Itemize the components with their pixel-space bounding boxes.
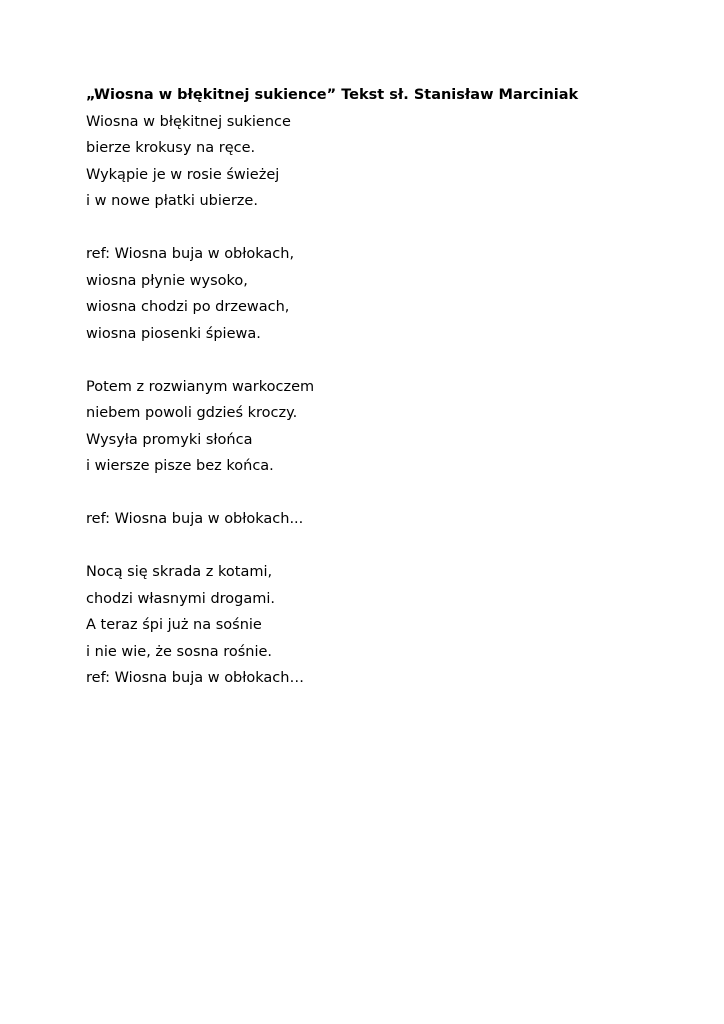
poem-line: i nie wie, że sosna rośnie. (86, 643, 273, 660)
poem-line: ref: Wiosna buja w obłokach, (86, 246, 295, 262)
poem-line: i w nowe płatki ubierze. (86, 193, 258, 209)
poem-line: bierze krokusy na ręce. (86, 140, 256, 156)
poem-line: Wiosna w błękitnej sukience (86, 113, 291, 130)
poem-line: wiosna płynie wysoko, (86, 272, 248, 289)
stanza-2-refrain (86, 241, 686, 347)
stanza-3 (86, 374, 686, 480)
poem-line: Nocą się skrada z kotami, (86, 564, 273, 580)
poem-line: i wiersze pisze bez końca. (86, 458, 274, 474)
poem-line: wiosna piosenki śpiewa. (86, 325, 261, 342)
poem-line: ref: Wiosna buja w obłokach... (86, 511, 304, 527)
poem-line: Wysyła promyki słońca (86, 431, 253, 448)
poem-line: A teraz śpi już na sośnie (86, 617, 262, 633)
poem-line: Wykąpie je w rosie świeżej (86, 166, 280, 183)
poem-line: ref: Wiosna buja w obłokach… (86, 670, 304, 686)
stanza-4-refrain (86, 506, 686, 533)
poem-line: Potem z rozwianym warkoczem (86, 378, 315, 395)
poem-body (86, 82, 686, 692)
poem-line: chodzi własnymi drogami. (86, 590, 276, 607)
poem-line: wiosna chodzi po drzewach, (86, 299, 290, 315)
poem-line: niebem powoli gdzieś kroczy. (86, 405, 298, 421)
stanza-1 (86, 109, 686, 215)
stanza-5 (86, 559, 686, 692)
poem-title: „Wiosna w błękitnej sukience” Tekst sł. Stanisław Marciniak (86, 87, 579, 103)
